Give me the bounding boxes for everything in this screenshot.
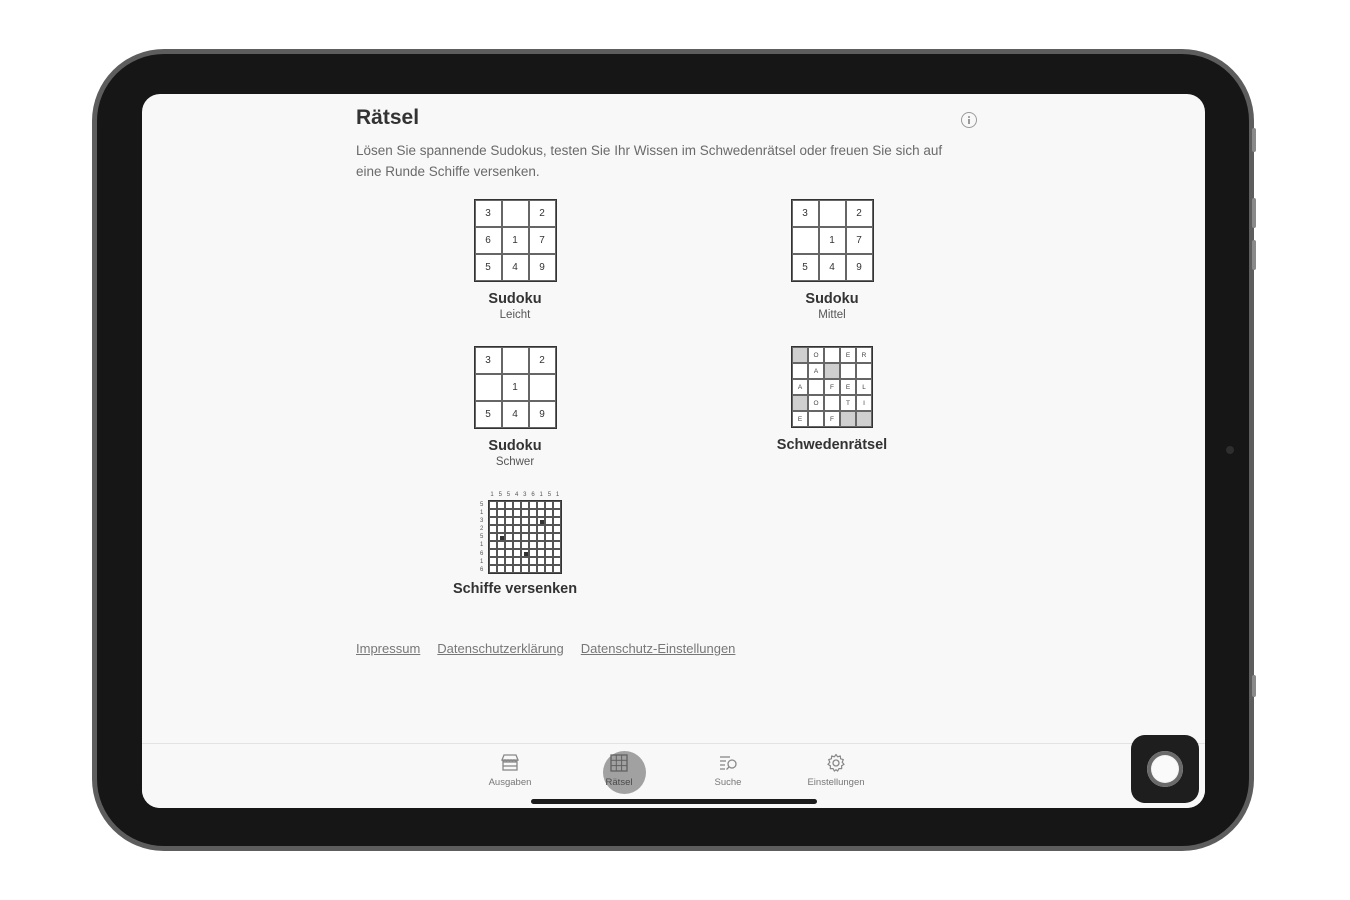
- grid-cell: [545, 549, 553, 557]
- grid-cell: O: [808, 395, 824, 411]
- privacy-policy-link[interactable]: Datenschutzerklärung: [437, 641, 564, 656]
- grid-cell: [502, 347, 529, 374]
- grid-cell: 5: [475, 401, 502, 428]
- grid-cell: 5: [475, 254, 502, 281]
- row-clue: 1: [480, 510, 484, 517]
- game-tile-sudoku-easy[interactable]: [462, 199, 568, 321]
- grid-cell: [553, 549, 561, 557]
- device-side-button: [1252, 675, 1256, 697]
- game-name: Sudoku: [805, 291, 859, 307]
- grid-cell: [545, 565, 553, 573]
- grid-cell: [505, 565, 513, 573]
- game-tile-schiffe-versenken[interactable]: [440, 492, 590, 597]
- grid-cell: L: [856, 379, 872, 395]
- row-clue: 6: [480, 550, 484, 557]
- privacy-settings-link[interactable]: Datenschutz-Einstellungen: [580, 641, 736, 656]
- page-title: Rätsel: [356, 106, 420, 129]
- grid-cell: [489, 565, 497, 573]
- grid-cell: 2: [846, 200, 873, 227]
- touch-highlight: [603, 751, 646, 794]
- grid-cell: [537, 525, 545, 533]
- grid-cell: [537, 549, 545, 557]
- tab-label: Einstellungen: [807, 777, 865, 788]
- grid-cell: [537, 533, 545, 541]
- game-name: Schwedenrätsel: [776, 437, 888, 453]
- grid-cell: [840, 363, 856, 379]
- grid-cell: F: [824, 411, 840, 427]
- grid-cell: [489, 517, 497, 525]
- grid-cell: [497, 565, 505, 573]
- grid-cell: [553, 541, 561, 549]
- column-clue: 1: [555, 492, 560, 498]
- grid-cell: [505, 501, 513, 509]
- grid-cell: [553, 509, 561, 517]
- grid-cell: [537, 509, 545, 517]
- grid-cell: A: [808, 363, 824, 379]
- grid-cell: E: [840, 347, 856, 363]
- grid-cell: E: [792, 411, 808, 427]
- grid-cell: [489, 541, 497, 549]
- grid-cell: [840, 411, 856, 427]
- grid-cell: [856, 363, 872, 379]
- grid-cell: 7: [846, 227, 873, 254]
- grid-cell: [529, 565, 537, 573]
- column-clue: 5: [506, 492, 511, 498]
- grid-cell: [489, 557, 497, 565]
- grid-cell: [529, 501, 537, 509]
- grid-cell: 2: [529, 200, 556, 227]
- device-side-button: [1252, 240, 1256, 270]
- tab-label: Suche: [714, 777, 742, 788]
- grid-cell: [537, 541, 545, 549]
- grid-cell: [521, 565, 529, 573]
- grid-cell: F: [824, 379, 840, 395]
- schwedenraetsel-grid: [791, 346, 873, 428]
- grid-cell: [537, 501, 545, 509]
- grid-cell: [489, 501, 497, 509]
- info-icon[interactable]: [961, 112, 977, 128]
- grid-cell: [497, 501, 505, 509]
- grid-cell: [529, 517, 537, 525]
- column-clue: 5: [498, 492, 502, 498]
- sudoku-hard-grid: [474, 346, 557, 429]
- row-clue: 1: [480, 542, 484, 549]
- grid-cell: [529, 525, 537, 533]
- grid-cell: [489, 509, 497, 517]
- grid-cell: [824, 363, 840, 379]
- game-level: Mittel: [818, 309, 846, 321]
- game-level: Leicht: [499, 309, 531, 321]
- grid-cell: [505, 525, 513, 533]
- grid-cell: [505, 517, 513, 525]
- grid-cell: [553, 557, 561, 565]
- grid-cell: 4: [819, 254, 846, 281]
- grid-cell: [529, 549, 537, 557]
- grid-cell: [856, 411, 872, 427]
- grid-cell: [792, 227, 819, 254]
- grid-cell: 4: [502, 254, 529, 281]
- grid-cell: 6: [475, 227, 502, 254]
- grid-cell: 3: [475, 200, 502, 227]
- grid-cell: [808, 411, 824, 427]
- grid-cell: 9: [529, 401, 556, 428]
- device-side-button: [1252, 198, 1256, 228]
- assistive-touch-icon: [1147, 751, 1183, 787]
- grid-cell: [513, 517, 521, 525]
- grid-cell: [513, 565, 521, 573]
- row-clue: 6: [480, 566, 484, 573]
- grid-cell: [505, 549, 513, 557]
- grid-cell: [529, 374, 556, 401]
- grid-cell: [513, 541, 521, 549]
- grid-cell: [497, 549, 505, 557]
- tab-suche[interactable]: [683, 752, 773, 788]
- column-clue: 1: [539, 492, 543, 498]
- grid-cell: 9: [846, 254, 873, 281]
- grid-cell: [537, 557, 545, 565]
- grid-cell: [489, 533, 497, 541]
- grid-cell: 4: [502, 401, 529, 428]
- game-name: Sudoku: [488, 291, 542, 307]
- grid-cell: [545, 557, 553, 565]
- grid-cell: [824, 347, 840, 363]
- ship-cell: [497, 533, 505, 541]
- grid-cell: R: [856, 347, 872, 363]
- grid-cell: 1: [502, 374, 529, 401]
- row-clue: 1: [480, 558, 484, 565]
- sudoku-easy-grid: [474, 199, 557, 282]
- grid-cell: [521, 541, 529, 549]
- row-clue: 5: [480, 534, 484, 541]
- battleship-preview: [470, 492, 560, 576]
- grid-cell: [489, 549, 497, 557]
- grid-cell: [792, 395, 808, 411]
- ship-cell: [537, 517, 545, 525]
- game-name: Sudoku: [488, 438, 542, 454]
- game-tile-schwedenraetsel[interactable]: [757, 346, 907, 453]
- grid-cell: [497, 517, 505, 525]
- grid-cell: [792, 347, 808, 363]
- grid-cell: [513, 525, 521, 533]
- grid-cell: O: [808, 347, 824, 363]
- grid-cell: [529, 541, 537, 549]
- grid-cell: 3: [792, 200, 819, 227]
- app-screen: [142, 94, 1205, 808]
- grid-cell: [513, 533, 521, 541]
- grid-cell: [792, 363, 808, 379]
- column-clue: 1: [490, 492, 494, 498]
- game-name: Schiffe versenken: [452, 581, 578, 597]
- grid-cell: [521, 557, 529, 565]
- row-clues: [480, 501, 483, 574]
- grid-cell: [497, 509, 505, 517]
- grid-cell: [497, 557, 505, 565]
- grid-cell: [808, 379, 824, 395]
- tab-label: Ausgaben: [488, 777, 532, 788]
- column-clue: 5: [547, 492, 552, 498]
- grid-cell: [497, 541, 505, 549]
- grid-cell: [521, 525, 529, 533]
- row-clue: 5: [480, 502, 484, 508]
- grid-cell: [505, 541, 513, 549]
- grid-cell: [505, 509, 513, 517]
- game-tile-sudoku-medium[interactable]: [779, 199, 885, 321]
- grid-cell: I: [856, 395, 872, 411]
- grid-cell: 2: [529, 347, 556, 374]
- gear-icon: [825, 752, 847, 774]
- grid-cell: [545, 509, 553, 517]
- grid-cell: [819, 200, 846, 227]
- grid-cell: [513, 549, 521, 557]
- column-clue: 3: [523, 492, 527, 498]
- column-clues: [488, 492, 562, 498]
- grid-cell: A: [792, 379, 808, 395]
- grid-cell: [545, 517, 553, 525]
- grid-cell: [513, 509, 521, 517]
- grid-cell: [529, 533, 537, 541]
- grid-cell: [553, 501, 561, 509]
- grid-cell: T: [840, 395, 856, 411]
- grid-cell: [553, 565, 561, 573]
- grid-cell: [505, 533, 513, 541]
- grid-cell: [545, 533, 553, 541]
- row-clue: 2: [480, 526, 484, 533]
- grid-cell: [502, 200, 529, 227]
- grid-cell: 3: [475, 347, 502, 374]
- tab-ausgaben[interactable]: [465, 752, 555, 788]
- footer-links: [356, 641, 735, 656]
- grid-cell: 7: [529, 227, 556, 254]
- ship-cell: [521, 549, 529, 557]
- grid-cell: [475, 374, 502, 401]
- grid-cell: [824, 395, 840, 411]
- battleship-grid: [488, 500, 562, 574]
- grid-cell: [521, 501, 529, 509]
- grid-cell: [545, 525, 553, 533]
- assistive-touch-button[interactable]: [1131, 735, 1199, 803]
- grid-cell: 1: [502, 227, 529, 254]
- grid-cell: [489, 525, 497, 533]
- column-clue: 4: [514, 492, 519, 498]
- grid-cell: [497, 525, 505, 533]
- grid-cell: [545, 501, 553, 509]
- grid-cell: [529, 557, 537, 565]
- game-tile-sudoku-hard[interactable]: [462, 346, 568, 468]
- game-level: Schwer: [495, 456, 535, 468]
- grid-cell: 9: [529, 254, 556, 281]
- grid-cell: [537, 565, 545, 573]
- newsstand-icon: [499, 752, 521, 774]
- grid-cell: [529, 509, 537, 517]
- search-icon: [717, 752, 739, 774]
- grid-cell: [521, 533, 529, 541]
- tab-einstellungen[interactable]: [791, 752, 881, 788]
- grid-cell: [553, 517, 561, 525]
- page-intro: Lösen Sie spannende Sudokus, testen Sie Ihr Wissen im Schwedenrätsel oder freuen Sie sich auf eine Runde Schiffe versenken.: [356, 143, 943, 179]
- grid-cell: [553, 525, 561, 533]
- front-camera: [1226, 446, 1234, 454]
- device-side-button: [1252, 128, 1256, 152]
- grid-cell: [513, 557, 521, 565]
- grid-cell: E: [840, 379, 856, 395]
- home-indicator[interactable]: [531, 799, 817, 804]
- grid-cell: 5: [792, 254, 819, 281]
- grid-cell: [545, 541, 553, 549]
- grid-cell: [505, 557, 513, 565]
- grid-cell: 1: [819, 227, 846, 254]
- grid-cell: [521, 509, 529, 517]
- impressum-link[interactable]: Impressum: [356, 641, 421, 656]
- row-clue: 3: [480, 518, 484, 525]
- grid-cell: [521, 517, 529, 525]
- grid-cell: [553, 533, 561, 541]
- grid-cell: [513, 501, 521, 509]
- sudoku-medium-grid: [791, 199, 874, 282]
- column-clue: 6: [531, 492, 535, 498]
